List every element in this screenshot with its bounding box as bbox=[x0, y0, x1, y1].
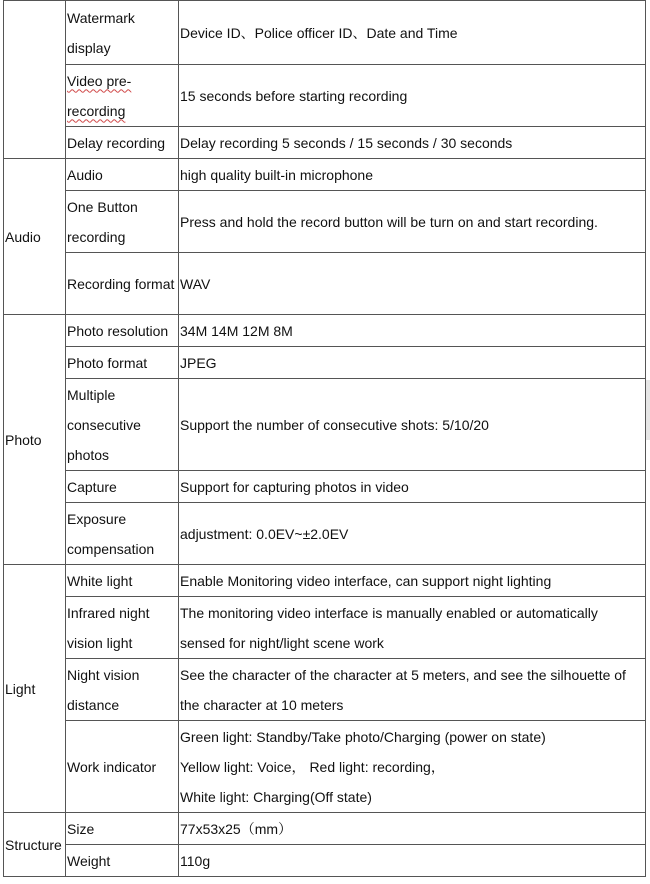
table-row bbox=[4, 503, 646, 565]
item-cell-photo-resolution: Photo resolution bbox=[66, 315, 179, 347]
table-row bbox=[4, 721, 646, 813]
item-cell-one-button-recording: One Button recording bbox=[66, 191, 179, 253]
table-row bbox=[4, 127, 646, 159]
value-cell-recording-format: WAV bbox=[179, 253, 646, 315]
value-cell-work-indicator bbox=[179, 721, 646, 813]
work-indicator-line: White light: Charging(Off state) bbox=[180, 788, 372, 805]
section-cell-photo: Photo bbox=[4, 315, 66, 565]
section-cell-audio: Audio bbox=[4, 159, 66, 315]
value-cell-infrared-night-vision-light: The monitoring video interface is manually enabled or automatically sensed for night/light scene work bbox=[179, 597, 646, 659]
item-cell-size: Size bbox=[66, 813, 179, 845]
value-cell-exposure-compensation: adjustment: 0.0EV~±2.0EV bbox=[179, 503, 646, 565]
table-row bbox=[4, 813, 646, 845]
table-row bbox=[4, 347, 646, 379]
item-cell-night-vision-distance: Night vision distance bbox=[66, 659, 179, 721]
item-cell-multiple-consecutive-photos: Multiple consecutive photos bbox=[66, 379, 179, 471]
item-cell-audio: Audio bbox=[66, 159, 179, 191]
value-cell-night-vision-distance: See the character of the character at 5 meters, and see the silhouette of the character at 10 meters bbox=[179, 659, 646, 721]
item-cell-white-light: White light bbox=[66, 565, 179, 597]
table-row bbox=[4, 1, 646, 65]
table-row bbox=[4, 659, 646, 721]
value-cell-one-button-recording: Press and hold the record button will be turn on and start recording. bbox=[179, 191, 646, 253]
table-row bbox=[4, 253, 646, 315]
item-cell-watermark-display: Watermark display bbox=[66, 1, 179, 65]
item-cell-infrared-night-vision-light: Infrared night vision light bbox=[66, 597, 179, 659]
value-cell-watermark-display: Device ID、Police officer ID、Date and Time bbox=[179, 1, 646, 65]
table-row bbox=[4, 379, 646, 471]
item-cell-work-indicator: Work indicator bbox=[66, 721, 179, 813]
item-cell-delay-recording: Delay recording bbox=[66, 127, 179, 159]
value-cell-weight: 110g bbox=[179, 845, 646, 877]
work-indicator-line: Yellow light: Voice， Red light: recording， bbox=[180, 758, 445, 775]
work-indicator-line: Green light: Standby/Take photo/Charging (power on state) bbox=[180, 728, 546, 745]
item-label-video-pre-recording: Video pre-recording bbox=[67, 72, 132, 119]
section-cell-light: Light bbox=[4, 565, 66, 813]
item-cell-video-pre-recording bbox=[66, 65, 179, 127]
item-cell-recording-format: Recording format bbox=[66, 253, 179, 315]
table-row bbox=[4, 565, 646, 597]
item-cell-exposure-compensation: Exposure compensation bbox=[66, 503, 179, 565]
table-row bbox=[4, 471, 646, 503]
section-cell-structure: Structure bbox=[4, 813, 66, 877]
table-row bbox=[4, 191, 646, 253]
table-row bbox=[4, 159, 646, 191]
table-row bbox=[4, 845, 646, 877]
value-cell-white-light: Enable Monitoring video interface, can support night lighting bbox=[179, 565, 646, 597]
spec-table bbox=[3, 0, 646, 877]
value-cell-photo-format: JPEG bbox=[179, 347, 646, 379]
value-cell-audio: high quality built-in microphone bbox=[179, 159, 646, 191]
table-row bbox=[4, 597, 646, 659]
item-cell-photo-format: Photo format bbox=[66, 347, 179, 379]
value-cell-delay-recording: Delay recording 5 seconds / 15 seconds / 30 seconds bbox=[179, 127, 646, 159]
value-cell-multiple-consecutive-photos: Support the number of consecutive shots: 5/10/20 bbox=[179, 379, 646, 471]
value-cell-photo-resolution: 34M 14M 12M 8M bbox=[179, 315, 646, 347]
item-cell-capture: Capture bbox=[66, 471, 179, 503]
value-cell-size: 77x53x25（mm） bbox=[179, 813, 646, 845]
value-cell-capture: Support for capturing photos in video bbox=[179, 471, 646, 503]
value-cell-video-pre-recording: 15 seconds before starting recording bbox=[179, 65, 646, 127]
item-cell-weight: Weight bbox=[66, 845, 179, 877]
table-row bbox=[4, 315, 646, 347]
scrollbar-fragment bbox=[646, 380, 650, 440]
table-row bbox=[4, 65, 646, 127]
section-cell-video bbox=[4, 1, 66, 159]
